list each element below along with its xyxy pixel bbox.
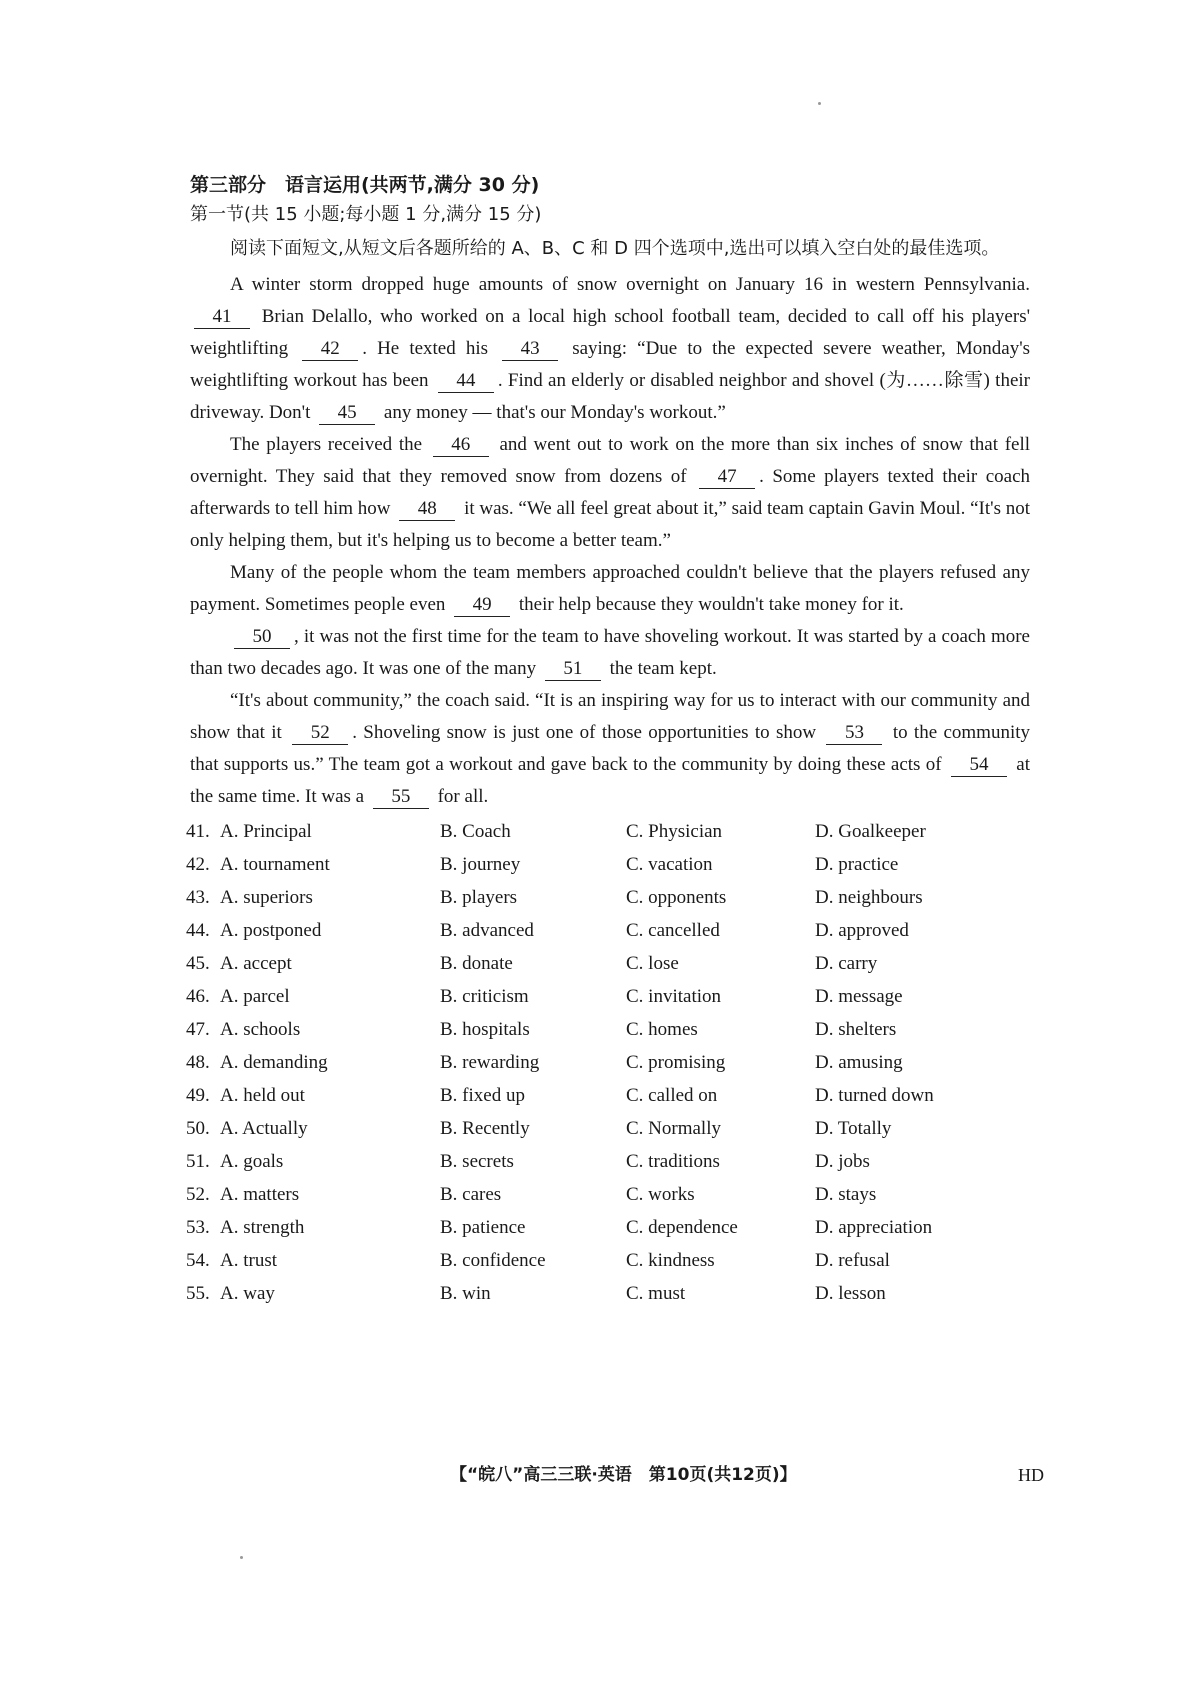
option-c: C. opponents — [626, 887, 727, 908]
question-row-53 — [186, 1211, 1030, 1244]
question-row-43 — [186, 881, 1030, 914]
passage-paragraph-1 — [190, 269, 1030, 429]
passage-text: , it was not the first time for the team to have shoveling workout. It was started by a coach more than two decades ago. It was one of the many — [190, 626, 1030, 679]
option-d: D. turned down — [815, 1085, 934, 1106]
question-row-44 — [186, 914, 1030, 947]
option-d: D. Goalkeeper — [815, 821, 926, 842]
question-number: 52. — [186, 1184, 210, 1205]
passage-paragraph-4 — [190, 621, 1030, 685]
blank-49: 49 — [454, 594, 510, 617]
option-d: D. message — [815, 986, 903, 1007]
question-number: 55. — [186, 1283, 210, 1304]
option-b: B. criticism — [440, 986, 529, 1007]
question-row-42 — [186, 848, 1030, 881]
passage-text: Brian Delallo, who worked on a local high school football team, decided to call off his players' weightlifting — [190, 306, 1031, 359]
option-c: C. must — [626, 1283, 686, 1304]
passage-text: and went out to work on the more than six inches of snow that fell overnight. They said that they removed snow from dozens of — [190, 434, 1031, 487]
passage-text: saying: “Due to the expected severe weather, Monday's weightlifting workout has been — [190, 338, 1031, 391]
question-number: 51. — [186, 1151, 210, 1172]
scan-speck — [240, 1556, 243, 1559]
footer-code: HD — [1018, 1465, 1044, 1485]
question-number: 44. — [186, 920, 210, 941]
passage-text: . Shoveling snow is just one of those opportunities to show — [352, 722, 817, 743]
option-a: A. way — [220, 1283, 275, 1304]
blank-43: 43 — [502, 338, 558, 361]
option-a: A. demanding — [220, 1052, 328, 1073]
option-a: A. superiors — [220, 887, 313, 908]
blank-54: 54 — [951, 754, 1007, 777]
passage-text: any money — that's our Monday's workout.” — [383, 402, 726, 423]
passage-text: their help because they wouldn't take money for it. — [518, 594, 904, 615]
option-a: A. goals — [220, 1151, 284, 1172]
option-a: A. accept — [220, 953, 292, 974]
passage-text: Many of the people whom the team members approached couldn't believe that the players refused any payment. Sometimes people even — [190, 562, 1030, 615]
question-row-54 — [186, 1244, 1030, 1277]
option-d: D. carry — [815, 953, 878, 974]
option-d: D. jobs — [815, 1151, 870, 1172]
blank-46: 46 — [433, 434, 489, 457]
option-a: A. held out — [220, 1085, 305, 1106]
option-b: B. Recently — [440, 1118, 530, 1139]
option-d: D. refusal — [815, 1250, 890, 1271]
option-b: B. rewarding — [440, 1052, 540, 1073]
option-b: B. donate — [440, 953, 513, 974]
option-b: B. hospitals — [440, 1019, 530, 1040]
option-b: B. cares — [440, 1184, 502, 1205]
question-row-52 — [186, 1178, 1030, 1211]
blank-53: 53 — [826, 722, 882, 745]
blank-42: 42 — [302, 338, 358, 361]
option-c: C. vacation — [626, 854, 713, 875]
question-number: 45. — [186, 953, 210, 974]
scan-speck — [818, 102, 821, 105]
section-title: 第一节(共 15 小题;每小题 1 分,满分 15 分) — [190, 204, 542, 225]
passage-paragraph-5 — [190, 685, 1030, 813]
passage-text: . Some players texted their coach afterwards to tell him how — [190, 466, 1031, 519]
blank-55: 55 — [373, 786, 429, 809]
passage-paragraph-3 — [190, 557, 1030, 621]
question-number: 46. — [186, 986, 210, 1007]
option-d: D. approved — [815, 920, 909, 941]
passage-text: it was. “We all feel great about it,” said team captain Gavin Moul. “It's not only helping them, but it's helping us to become a better team.” — [190, 498, 1031, 551]
option-d: D. practice — [815, 854, 899, 875]
option-c: C. invitation — [626, 986, 721, 1007]
option-c: C. works — [626, 1184, 695, 1205]
passage — [190, 269, 1030, 813]
question-number: 48. — [186, 1052, 210, 1073]
passage-text: The players received the — [230, 434, 423, 455]
option-a: A. tournament — [220, 854, 330, 875]
exam-page — [186, 170, 1031, 1310]
passage-text: to the community that supports us.” The team got a workout and gave back to the community by doing these acts of — [190, 722, 1031, 775]
option-c: C. called on — [626, 1085, 718, 1106]
question-number: 43. — [186, 887, 210, 908]
option-b: B. win — [440, 1283, 491, 1304]
question-number: 47. — [186, 1019, 210, 1040]
question-number: 53. — [186, 1217, 210, 1238]
option-a: A. schools — [220, 1019, 301, 1040]
question-row-49 — [186, 1079, 1030, 1112]
option-a: A. strength — [220, 1217, 305, 1238]
question-row-41 — [186, 815, 1030, 848]
option-d: D. appreciation — [815, 1217, 933, 1238]
question-number: 42. — [186, 854, 210, 875]
option-b: B. advanced — [440, 920, 534, 941]
question-row-47 — [186, 1013, 1030, 1046]
question-row-51 — [186, 1145, 1030, 1178]
blank-50: 50 — [234, 626, 290, 649]
question-row-50 — [186, 1112, 1030, 1145]
blank-47: 47 — [699, 466, 755, 489]
option-d: D. Totally — [815, 1118, 892, 1139]
passage-paragraph-2 — [190, 429, 1030, 557]
question-options — [186, 815, 1030, 1310]
option-c: C. homes — [626, 1019, 698, 1040]
option-c: C. kindness — [626, 1250, 715, 1271]
option-d: D. shelters — [815, 1019, 897, 1040]
option-b: B. players — [440, 887, 518, 908]
option-b: B. secrets — [440, 1151, 514, 1172]
blank-41: 41 — [194, 306, 250, 329]
question-row-55 — [186, 1277, 1030, 1310]
option-a: A. Actually — [220, 1118, 308, 1139]
question-number: 49. — [186, 1085, 210, 1106]
blank-48: 48 — [399, 498, 455, 521]
question-number: 54. — [186, 1250, 210, 1271]
option-a: A. Principal — [220, 821, 312, 842]
passage-text: . Find an elderly or disabled neighbor and shovel (为……除雪) their driveway. Don't — [190, 370, 1030, 423]
option-c: C. dependence — [626, 1217, 738, 1238]
option-b: B. confidence — [440, 1250, 546, 1271]
option-a: A. parcel — [220, 986, 290, 1007]
passage-text: A winter storm dropped huge amounts of snow overnight on January 16 in western Pennsylvania. — [230, 274, 1030, 295]
page-footer — [0, 1460, 1200, 1490]
option-d: D. amusing — [815, 1052, 903, 1073]
question-row-48 — [186, 1046, 1030, 1079]
option-d: D. stays — [815, 1184, 877, 1205]
option-c: C. cancelled — [626, 920, 720, 941]
blank-44: 44 — [438, 370, 494, 393]
blank-45: 45 — [319, 402, 375, 425]
option-c: C. promising — [626, 1052, 726, 1073]
option-b: B. Coach — [440, 821, 511, 842]
footer-page-info: 【“皖八”高三三联·英语 第10页(共12页)】 — [450, 1465, 797, 1485]
option-b: B. fixed up — [440, 1085, 525, 1106]
passage-text: at the same time. It was a — [190, 754, 1031, 807]
passage-text: . He texted his — [362, 338, 488, 359]
passage-text: “It's about community,” the coach said. “It is an inspiring way for us to interact with our community and show that it — [190, 690, 1030, 743]
option-c: C. traditions — [626, 1151, 720, 1172]
option-a: A. trust — [220, 1250, 277, 1271]
blank-51: 51 — [545, 658, 601, 681]
question-row-45 — [186, 947, 1030, 980]
part-title: 第三部分 语言运用(共两节,满分 30 分) — [190, 174, 540, 196]
option-c: C. lose — [626, 953, 679, 974]
option-b: B. patience — [440, 1217, 526, 1238]
question-number: 50. — [186, 1118, 210, 1139]
option-d: D. neighbours — [815, 887, 923, 908]
option-a: A. postponed — [220, 920, 322, 941]
question-row-46 — [186, 980, 1030, 1013]
instructions: 阅读下面短文,从短文后各题所给的 A、B、C 和 D 四个选项中,选出可以填入空白处的最佳选项。 — [230, 238, 1000, 259]
option-c: C. Normally — [626, 1118, 721, 1139]
question-number: 41. — [186, 821, 210, 842]
option-d: D. lesson — [815, 1283, 886, 1304]
option-a: A. matters — [220, 1184, 300, 1205]
passage-text: for all. — [437, 786, 489, 807]
option-c: C. Physician — [626, 821, 723, 842]
blank-52: 52 — [292, 722, 348, 745]
passage-text: the team kept. — [609, 658, 717, 679]
option-b: B. journey — [440, 854, 521, 875]
